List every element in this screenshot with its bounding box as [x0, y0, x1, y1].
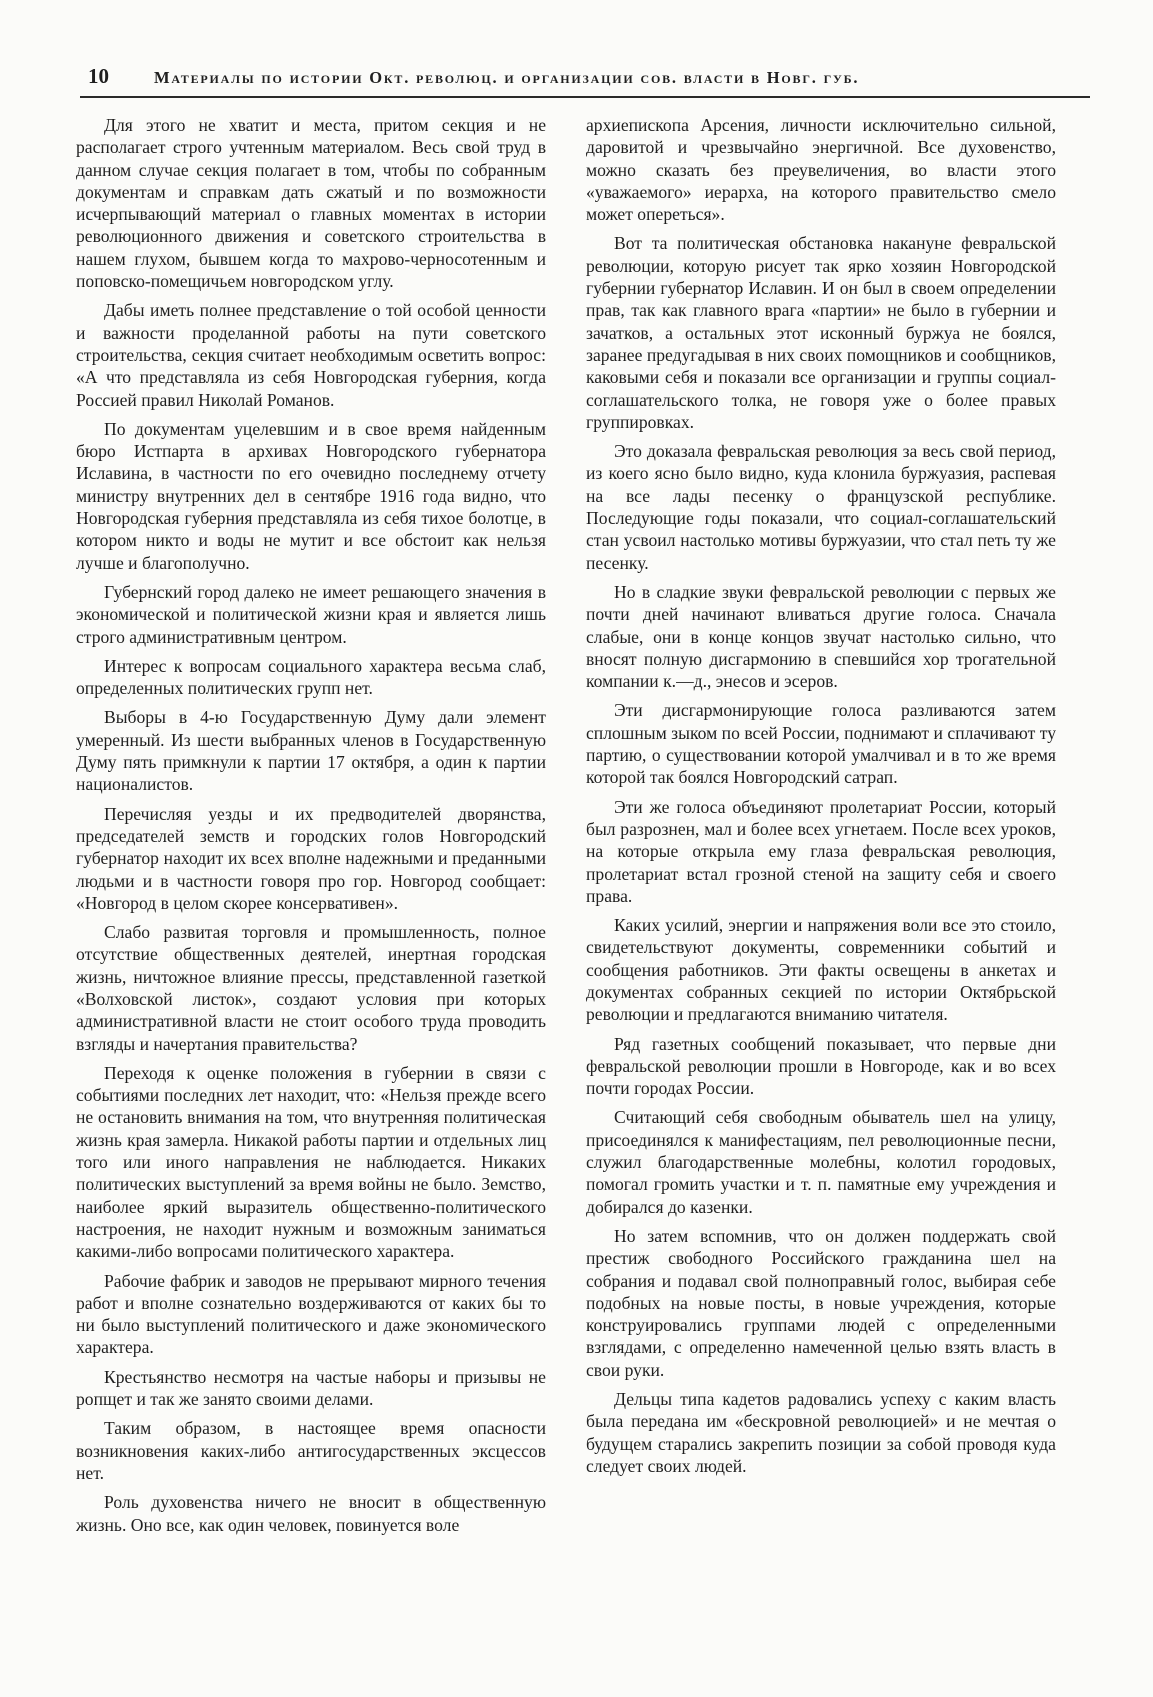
- right-column: [586, 114, 1056, 1484]
- paragraph: Роль духовенства ничего не вносит в общественную жизнь. Оно все, как один человек, повинуется воле: [76, 1492, 546, 1535]
- paragraph: Выборы в 4-ю Государственную Думу дали элемент умеренный. Из шести выбранных членов в Государственную Думу пять примкнули к партии 17 октября, а один к партии националистов.: [76, 707, 546, 795]
- paragraph: Губернский город далеко не имеет решающего значения в экономической и политической жизни края и является лишь строго административным центром.: [76, 581, 546, 647]
- paragraph: Рабочие фабрик и заводов не прерывают мирного течения работ и вполне сознательно воздерживаются от каких бы то ни было выступлений политического и даже экономического характера.: [76, 1270, 546, 1358]
- running-title: Материалы по истории Окт. революц. и организации сов. власти в Новг. губ.: [154, 68, 860, 87]
- paragraph: Но затем вспомнив, что он должен поддержать свой престиж свободного Российского гражданина шел на собрания и подавал свой полноправный голос, выбирая себе подобных на новые посты, в новые учреждения, которые конструировались группами людей с определенными взглядами, с определенно намеченной целью взять власть в свои руки.: [586, 1225, 1056, 1380]
- paragraph: архиепископа Арсения, личности исключительно сильной, даровитой и чрезвычайно энергичной. Все духовенство, можно сказать без преувеличения, во власти этого «уважаемого» иерарха, на которого правительство смело может опереться».: [586, 115, 1056, 225]
- paragraph: Таким образом, в настоящее время опасности возникновения каких-либо антигосударственных эксцессов нет.: [76, 1418, 546, 1483]
- header-rule: [80, 96, 1090, 98]
- paragraph: Вот та политическая обстановка накануне февральской революции, которую рисует так ярко хозяин Новгородской губернии губернатор Иславин. И он был в своем определении прав, так как главного врага «партии» не было в губернии и зачатков, а остальных этот исконный буржуа не боялся, заранее предугадывая в них своих помощников и сообщников, каковыми себя и показали все организации и группы социал-соглашательского толка, не говоря уже о более правых группировках.: [586, 233, 1056, 432]
- paragraph: Но в сладкие звуки февральской революции с первых же почти дней начинают вливаться другие голоса. Сначала слабые, они в конце концов звучат настолько сильно, что вносят полную дисгармонию в спевшийся хор трогательной компании к.—д., энесов и эсеров.: [586, 581, 1056, 692]
- paragraph: Это доказала февральская революция за весь свой период, из коего ясно было видно, куда клонила буржуазия, распевая на все лады песенку о французской республике. Последующие годы показали, что социал-соглашательский стан усвоил настолько мотивы буржуазии, что стал петь ту же песенку.: [586, 441, 1056, 573]
- paragraph: Интерес к вопросам социального характера весьма слаб, определенных политических групп нет.: [76, 655, 546, 699]
- paragraph: По документам уцелевшим и в свое время найденным бюро Истпарта в архивах Новгородского губернатора Иславина, в частности по его очевидно последнему отчету министру внутренних дел в сентябре 1916 года видно, что Новгородская губерния представляла из себя тихое болотце, в котором никто и воды не мутит и все обстоит как нельзя лучше и благополучно.: [76, 418, 546, 573]
- paragraph: Каких усилий, энергии и напряжения воли все это стоило, свидетельствуют документы, современники событий и сообщения работников. Эти факты освещены в анкетах и документах собранных секцией по истории Октябрьской революции и предлагаются вниманию читателя.: [586, 915, 1056, 1025]
- paragraph: Для этого не хватит и места, притом секция и не располагает строго учтенным материалом. Весь свой труд в данном случае секция полагает в том, чтобы по собранным документам и справкам дать сжатый и по возможности исчерпывающий материал о главных моментах в истории революционного движения и советского строительства в нашем глухом, бывшем когда то махрово-черносотенным и поповско-помещичьем новгородском углу.: [76, 115, 546, 292]
- paragraph: Крестьянство несмотря на частые наборы и призывы не ропщет и так же занято своими делами.: [76, 1366, 546, 1410]
- paragraph: Переходя к оценке положения в губернии в связи с событиями последних лет находит, что: «Нельзя прежде всего не остановить внимания на том, что внутренняя политическая жизнь края замерла. Никакой работы партии и отдельных лиц того или иного направления не наблюдается. Никаких политических выступлений за время войны не было. Земство, наиболее яркий выразитель общественно-политического настроения, не находит нужным и возможным заниматься какими-либо вопросами политического характера.: [76, 1062, 546, 1262]
- paragraph: Ряд газетных сообщений показывает, что первые дни февральской революции прошли в Новгороде, как и во всех почти городах России.: [586, 1033, 1056, 1099]
- page-number: 10: [88, 64, 109, 88]
- left-column: [76, 114, 546, 1543]
- page-header: [88, 64, 1100, 96]
- paragraph: Эти же голоса объединяют пролетариат России, который был разрознен, мал и более всех угнетаем. После всех уроков, на которые открыла ему глаза февральская революция, пролетариат встал грозной стеной на защиту себя и своего права.: [586, 796, 1056, 906]
- paragraph: Дельцы типа кадетов радовались успеху с каким власть была передана им «бескровной революцией» и не мечтая о будущем старались закрепить позиции за собой проводя куда следует своих людей.: [586, 1389, 1056, 1476]
- paragraph: Дабы иметь полнее представление о той особой ценности и важности проделанной работы на пути советского строительства, секция считает необходимым осветить вопрос: «А что представляла из себя Новгородская губерния, когда Россией правил Николай Романов.: [76, 300, 546, 410]
- paragraph: Эти дисгармонирующие голоса разливаются затем сплошным зыком по всей России, поднимают и сплачивают ту партию, о существовании которой умалчивал и в то же время которой так боялся Новгородский сатрап.: [586, 700, 1056, 788]
- paragraph: Перечисляя уезды и их предводителей дворянства, председателей земств и городских голов Новгородский губернатор находит их всех вполне надежными и преданными людьми и в частности говоря про гор. Новгород сообщает: «Новгород в целом скорее консервативен».: [76, 803, 546, 913]
- paragraph: Считающий себя свободным обыватель шел на улицу, присоединялся к манифестациям, пел революционные песни, служил благодарственные молебны, колотил городовых, помогал громить участки и т. п. памятные ему учреждения и добирался до казенки.: [586, 1107, 1056, 1217]
- paragraph: Слабо развитая торговля и промышленность, полное отсутствие общественных деятелей, инертная городская жизнь, ничтожное влияние прессы, представленной газеткой «Волховской листок», создают условия при которых административной власти не стоит особого труда проводить взгляды и начертания правительства?: [76, 922, 546, 1054]
